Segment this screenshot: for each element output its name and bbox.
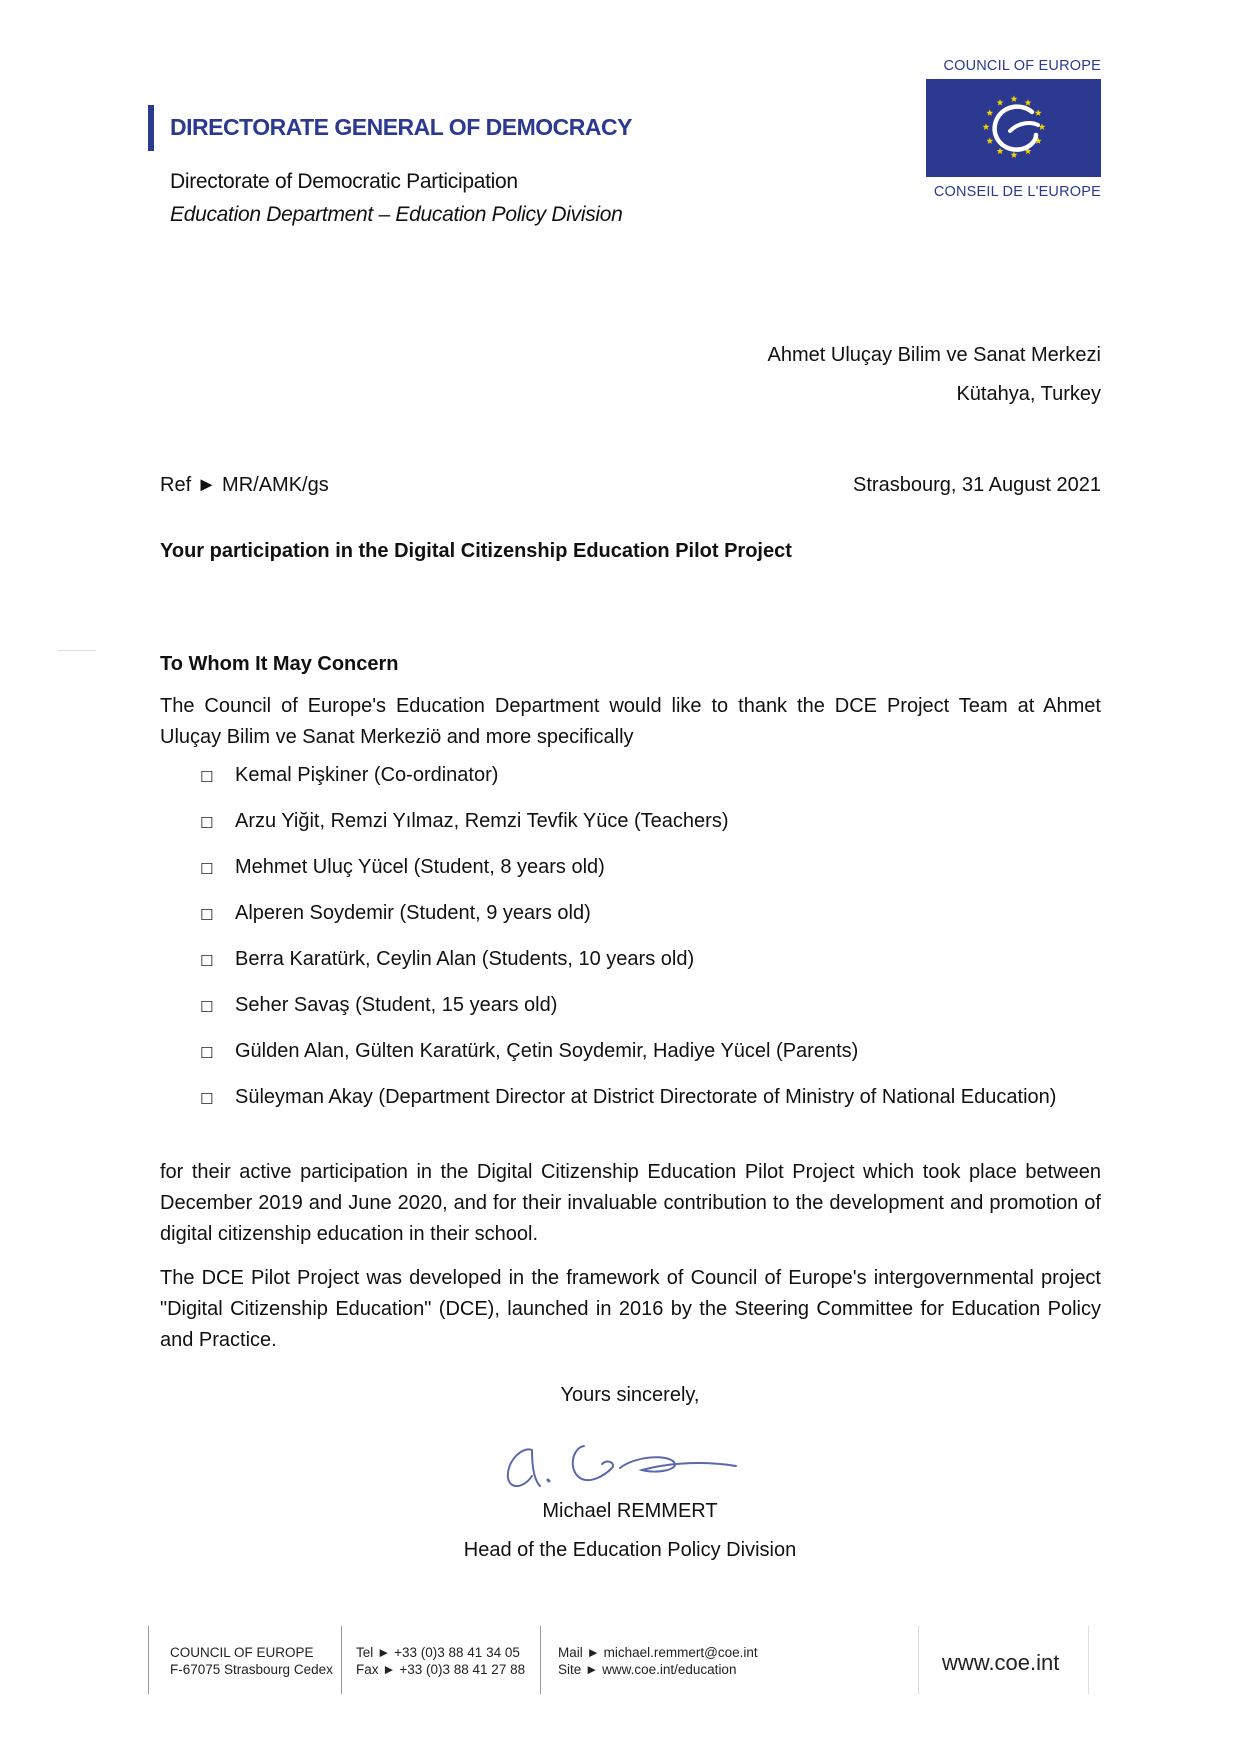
sign-off: Yours sincerely,	[560, 1384, 700, 1406]
participants-list	[160, 760, 1101, 1128]
footer-org-name: COUNCIL OF EUROPE	[170, 1645, 314, 1660]
bullet-icon: ☐	[200, 860, 214, 878]
logo-text-french: CONSEIL DE L'EUROPE	[933, 184, 1101, 200]
star-icon	[986, 137, 993, 144]
bullet-icon: ☐	[200, 952, 214, 970]
header-accent-bar	[148, 105, 154, 151]
directorate-title: DIRECTORATE GENERAL OF DEMOCRACY	[170, 114, 632, 140]
participant-item	[160, 990, 1101, 1021]
bullet-icon: ☐	[200, 1044, 214, 1062]
council-of-europe-logo	[926, 79, 1101, 177]
participant-item	[160, 898, 1101, 929]
participant-text: Gülden Alan, Gülten Karatürk, Çetin Soydemir, Hadiye Yücel (Parents)	[235, 1040, 859, 1062]
bullet-icon: ☐	[200, 814, 214, 832]
directorate-subtitle: Directorate of Democratic Participation	[170, 170, 518, 193]
reference: Ref ► MR/AMK/gs	[160, 474, 329, 496]
body-paragraph: for their active participation in the Digital Citizenship Education Pilot Project which took place between December 2019 and June 2020, and for their invaluable contribution to the development and promotion of digital citizenship education in their school.	[160, 1161, 1101, 1245]
footer-fax: Fax ► +33 (0)3 88 41 27 88	[356, 1662, 526, 1677]
footer-site: Site ► www.coe.int/education	[558, 1662, 737, 1677]
recipient-line-2: Kütahya, Turkey	[956, 383, 1101, 405]
footer-divider	[148, 1626, 149, 1694]
participant-item	[160, 1082, 1101, 1113]
recipient-line-1: Ahmet Uluçay Bilim ve Sanat Merkezi	[767, 344, 1101, 366]
footer-divider	[341, 1626, 342, 1694]
participant-text: Süleyman Akay (Department Director at District Directorate of Ministry of National Education)	[235, 1086, 1057, 1108]
participant-item	[160, 806, 1101, 837]
participant-item	[160, 852, 1101, 883]
participant-text: Arzu Yiğit, Remzi Yılmaz, Remzi Tevfik Yüce (Teachers)	[235, 810, 729, 832]
participant-item	[160, 1036, 1101, 1067]
letter-date: Strasbourg, 31 August 2021	[853, 474, 1101, 496]
letter-subject: Your participation in the Digital Citizenship Education Pilot Project	[160, 540, 792, 562]
footer-tel: Tel ► +33 (0)3 88 41 34 05	[356, 1645, 520, 1660]
signatory-title: Head of the Education Policy Division	[463, 1539, 797, 1561]
star-icon	[983, 123, 990, 130]
bullet-icon: ☐	[200, 998, 214, 1016]
participant-text: Berra Karatürk, Ceylin Alan (Students, 10 years old)	[235, 948, 695, 970]
participant-text: Mehmet Uluç Yücel (Student, 8 years old)	[235, 856, 605, 878]
star-icon	[1035, 109, 1042, 116]
footer-divider	[540, 1626, 541, 1694]
department-division: Education Department – Education Policy Division	[170, 203, 623, 226]
bullet-icon: ☐	[200, 906, 214, 924]
star-icon	[1011, 151, 1018, 158]
participant-text: Kemal Pişkiner (Co-ordinator)	[235, 764, 499, 786]
handwritten-signature	[488, 1428, 768, 1500]
intro-paragraph: The Council of Europe's Education Department would like to thank the DCE Project Team at Ahmet Uluçay Bilim ve Sanat Merkeziö and more specifically	[160, 695, 1101, 748]
salutation: To Whom It May Concern	[160, 653, 399, 675]
bullet-icon: ☐	[200, 768, 214, 786]
bullet-icon: ☐	[200, 1090, 214, 1108]
framework-paragraph: The DCE Pilot Project was developed in the framework of Council of Europe's intergovernmental project "Digital Citizenship Education" (DCE), launched in 2016 by the Steering Committee for Education Policy and Practice.	[160, 1267, 1101, 1351]
logo-text-english: COUNCIL OF EUROPE	[943, 58, 1101, 74]
signatory-name: Michael REMMERT	[542, 1500, 718, 1522]
eu-flag-icon	[926, 79, 1101, 177]
footer-divider	[918, 1626, 919, 1694]
star-icon	[1011, 95, 1018, 102]
star-icon	[997, 148, 1004, 155]
star-icon	[986, 109, 993, 116]
participant-item	[160, 944, 1101, 975]
participant-item	[160, 760, 1101, 791]
star-icon	[1025, 99, 1032, 106]
footer-mail: Mail ► michael.remmert@coe.int	[558, 1645, 758, 1660]
footer-website: www.coe.int	[942, 1650, 1060, 1675]
star-icon	[997, 99, 1004, 106]
footer-org-address: F-67075 Strasbourg Cedex	[170, 1662, 333, 1677]
footer-divider	[1088, 1626, 1089, 1694]
margin-mark	[58, 650, 96, 651]
participant-text: Seher Savaş (Student, 15 years old)	[235, 994, 558, 1016]
participant-text: Alperen Soydemir (Student, 9 years old)	[235, 902, 591, 924]
